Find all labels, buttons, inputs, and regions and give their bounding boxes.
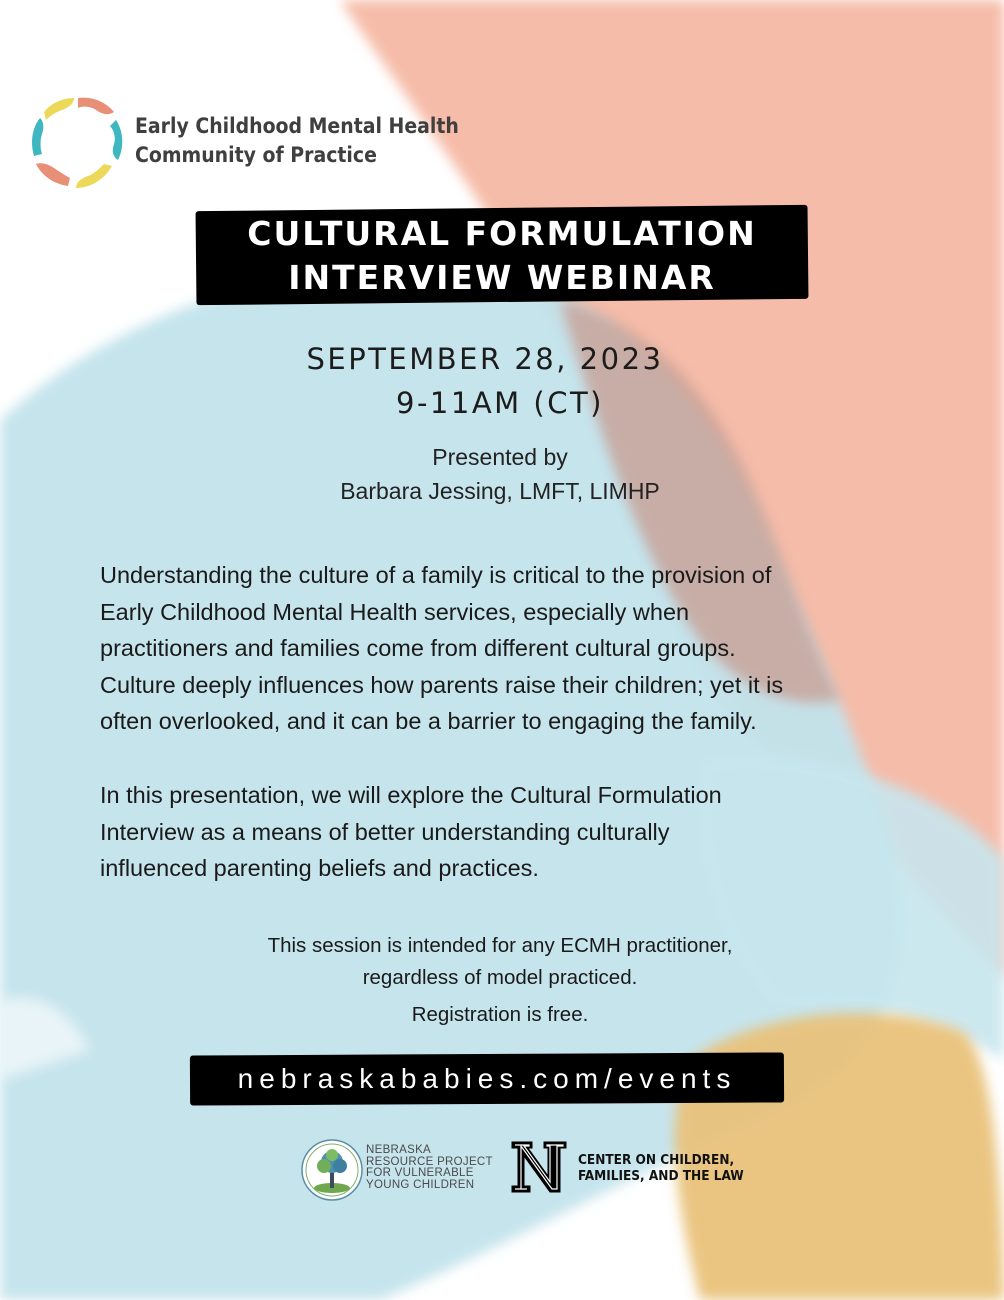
paragraph-line: influenced parenting beliefs and practices. <box>100 855 539 881</box>
org-name <box>135 112 459 170</box>
nebraska-n-icon <box>510 1138 568 1196</box>
event-time: 9-11AM (CT) <box>396 386 604 420</box>
ccfl-line: CENTER ON CHILDREN, <box>578 1152 735 1168</box>
description-paragraph-1 <box>100 557 930 740</box>
nrp-line: FOR VULNERABLE <box>366 1167 474 1179</box>
event-date: SEPTEMBER 28, 2023 <box>306 342 664 376</box>
tree-icon <box>300 1138 364 1202</box>
paragraph-line: Early Childhood Mental Health services, especially when <box>100 598 690 625</box>
event-title-line2: INTERVIEW WEBINAR <box>288 258 716 297</box>
nrp-name <box>366 1145 493 1191</box>
presenter-name: Barbara Jessing, LMFT, LIMHP <box>340 478 660 504</box>
org-name-line1: Early Childhood Mental Health <box>135 114 459 138</box>
paragraph-line: often overlooked, and it can be a barrier to engaging the family. <box>100 708 757 734</box>
events-link[interactable]: nebraskababies.com/events <box>237 1063 737 1094</box>
nrp-line: RESOURCE PROJECT <box>366 1155 493 1168</box>
ccfl-name <box>578 1152 744 1184</box>
ccfl-line: FAMILIES, AND THE LAW <box>578 1168 744 1184</box>
nrp-line: NEBRASKA <box>366 1144 432 1156</box>
audience-line2: regardless of model practiced. <box>362 966 638 989</box>
paragraph-line: practitioners and families come from different cultural groups. <box>100 635 736 661</box>
paragraph-line: Understanding the culture of a family is critical to the provision of <box>100 562 772 588</box>
audience-note <box>150 930 850 994</box>
audience-line1: This session is intended for any ECMH practitioner, <box>267 934 733 957</box>
event-title-line1: CULTURAL FORMULATION <box>247 214 757 253</box>
presented-by-label: Presented by <box>432 444 568 470</box>
registration-note: Registration is free. <box>411 1003 589 1026</box>
org-name-line2: Community of Practice <box>135 143 377 167</box>
circle-of-hands-icon <box>28 92 128 192</box>
nrp-line: YOUNG CHILDREN <box>366 1178 475 1191</box>
paragraph-line: Interview as a means of better understanding culturally <box>100 818 670 845</box>
paragraph-line: In this presentation, we will explore the Cultural Formulation <box>100 782 722 808</box>
paragraph-line: Culture deeply influences how parents raise their children; yet it is <box>100 671 784 698</box>
event-title <box>196 212 808 300</box>
presenter-block <box>200 440 800 508</box>
description-paragraph-2 <box>100 777 930 887</box>
